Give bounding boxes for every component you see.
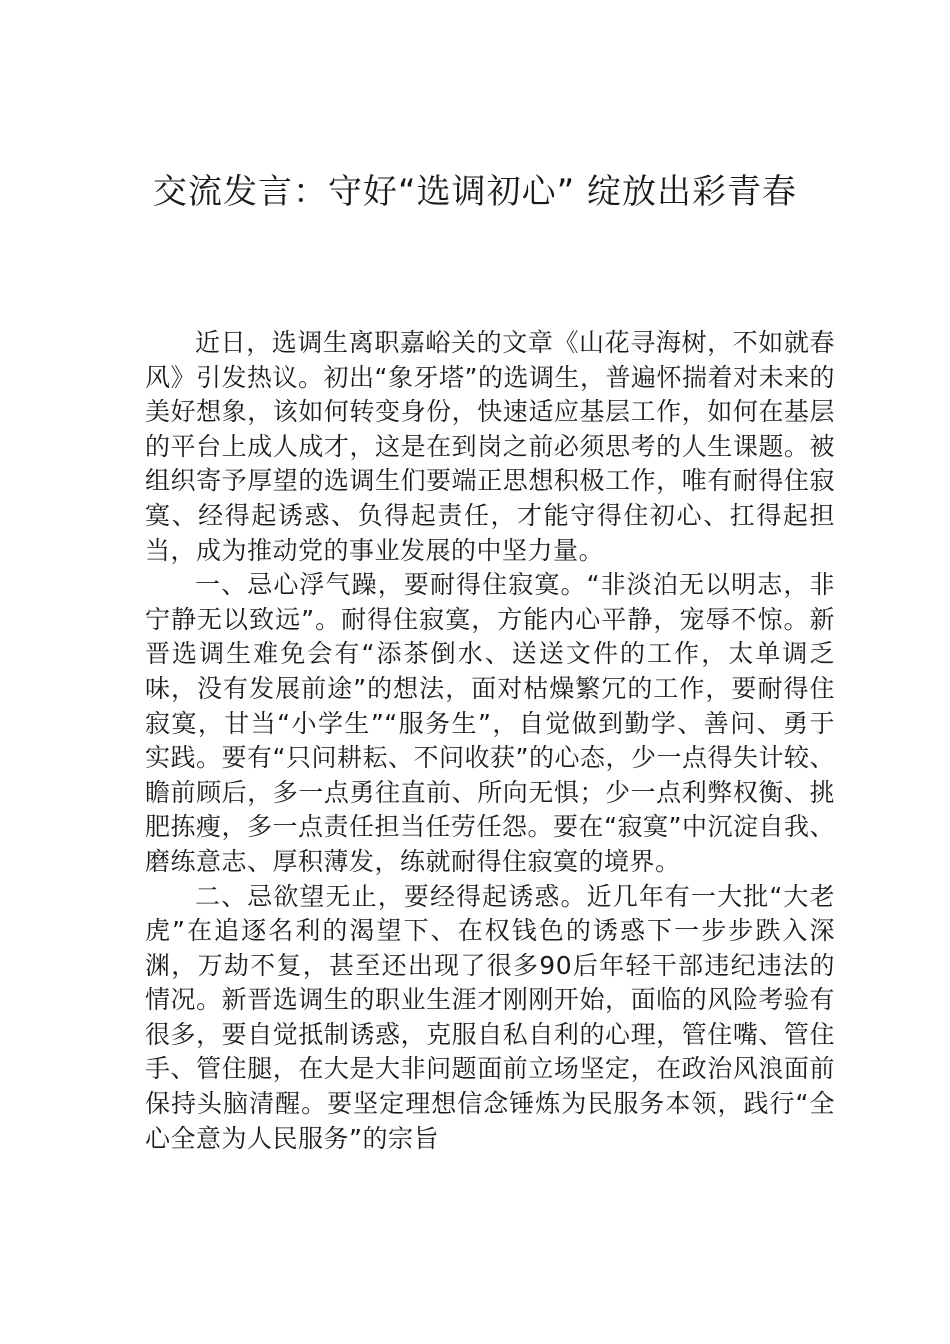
- paragraph-intro: 近日，选调生离职嘉峪关的文章《山花寻海树，不如就春风》引发热议。初出“象牙塔”的选调生，普遍怀揣着对未来的美好想象，该如何转变身份，快速适应基层工作，如何在基层的平台上成人成才，这是在到岗之前必须思考的人生课题。被组织寄予厚望的选调生们要端正思想积极工作，唯有耐得住寂寞、经得起诱惑、负得起责任，才能守得住初心、扛得起担当，成为推动党的事业发展的中坚力量。: [145, 328, 835, 565]
- paragraph-section-2: 二、忌欲望无止，要经得起诱惑。近几年有一大批“大老虎”在追逐名利的渴望下、在权钱色的诱惑下一步步跌入深渊，万劫不复，甚至还出现了很多90后年轻干部违纪违法的情况。新晋选调生的职业生涯才刚刚开始，面临的风险考验有很多，要自觉抵制诱惑，克服自私自利的心理，管住嘴、管住手、管住腿，在大是大非问题面前立场坚定，在政治风浪面前保持头脑清醒。要坚定理想信念锤炼为民服务本领，践行“全心全意为人民服务”的宗旨: [145, 881, 835, 1153]
- paragraph-section-1: 一、忌心浮气躁，要耐得住寂寞。“非淡泊无以明志，非宁静无以致远”。耐得住寂寞，方能内心平静，宠辱不惊。新晋选调生难免会有“添茶倒水、送送文件的工作，太单调乏味，没有发展前途”的想法，面对枯燥繁冗的工作，要耐得住寂寞，甘当“小学生”“服务生”，自觉做到勤学、善问、勇于实践。要有“只问耕耘、不问收获”的心态，少一点得失计较、瞻前顾后，多一点勇往直前、所向无惧；少一点利弊权衡、挑肥拣瘦，多一点责任担当任劳任怨。要在“寂寞”中沉淀自我、磨练意志、厚积薄发，练就耐得住寂寞的境界。: [145, 570, 835, 876]
- document-title: 交流发言：守好“选调初心” 绽放出彩青春: [152, 172, 798, 212]
- document-body: [145, 326, 835, 1156]
